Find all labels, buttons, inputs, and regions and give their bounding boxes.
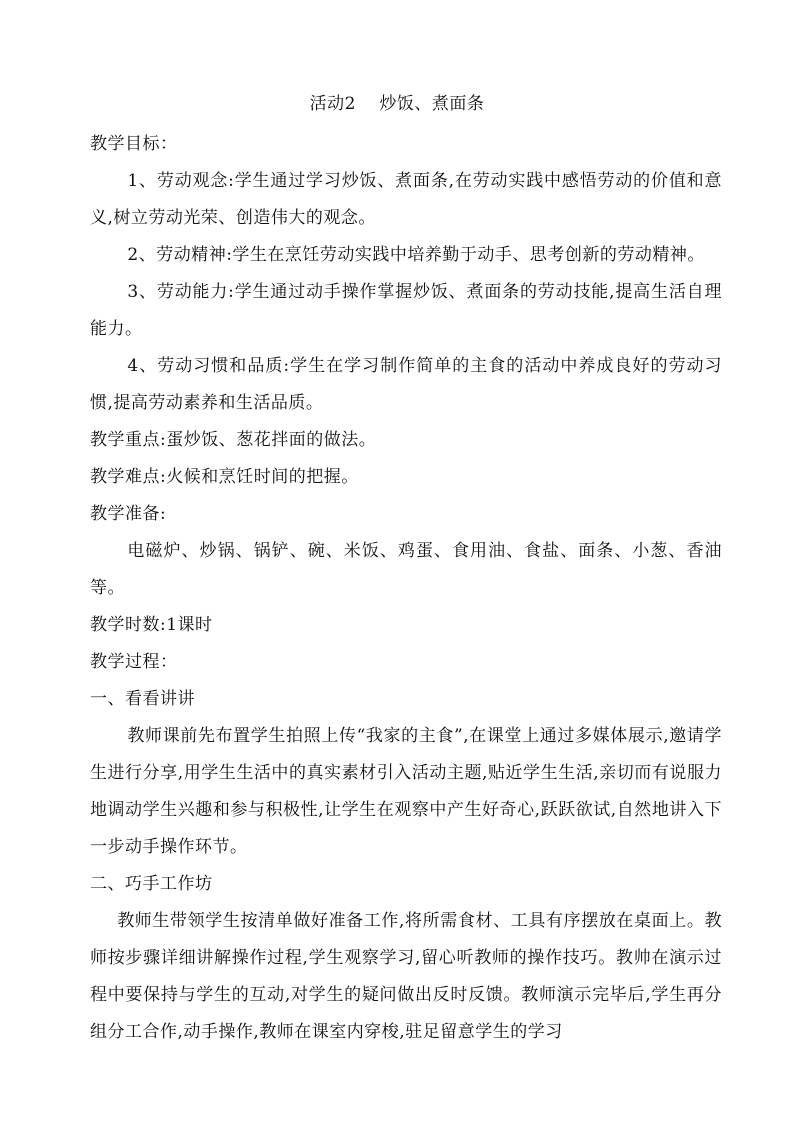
goal-labor-spirit: 2、劳动精神:学生在烹饪劳动实践中培养勤于动手、思考创新的劳动精神。 (127, 245, 705, 265)
section-paragraph-workshop: 教师生带领学生按清单做好准备工作,将所需食材、工具有序摆放在桌面上。教师按步骤详细讲解操作过程,学生观察学习,留心听教师的操作技巧。教帅在演示过程中要保持与学生的互动,对学生的疑问做出反时反馈。教师演示完毕后,学生再分组分工合作,动手操作,教师在课室内穿梭,驻足留意学生的学习 (90, 911, 722, 1042)
document-body (90, 126, 722, 1051)
section-paragraph-look-and-talk: 教师课前先布置学生拍照上传“我家的主食”,在课堂上通过多媒体展示,邀请学生进行分享,用学生生活中的真实素材引入活动主题,贴近学生生活,亲切而有说服力地调动学生兴趣和参与积极性,让学生在观察中产生好奇心,跃跃欲试,自然地讲入下一步动手操作环节。 (90, 726, 722, 857)
section-heading-look-and-talk: 一、看看讲讲 (90, 689, 195, 709)
teaching-process-heading: 教学过程： (90, 652, 178, 672)
teaching-key-points: 教学重点:蛋炒饭、葱花拌面的做法。 (90, 430, 377, 450)
teaching-preparation-heading: 教学准备: (90, 504, 167, 524)
goal-labor-concept: 1、劳动观念:学生通过学习炒饭、煮面条,在劳动实践中感悟劳动的价值和意义,树立劳动光荣、创造伟大的观念。 (90, 171, 722, 228)
teaching-preparation-list: 电磁炉、炒锅、锅铲、碗、米饭、鸡蛋、食用油、食盐、面条、小葱、香油等。 (90, 541, 722, 598)
goal-labor-ability: 3、劳动能力:学生通过动手操作掌握炒饭、煮面条的劳动技能,提高生活自理能力。 (90, 282, 722, 339)
teaching-hours: 教学时数:1课时 (90, 615, 213, 635)
teaching-difficulties: 教学难点:火候和烹饪时间的把握。 (90, 467, 359, 487)
section-heading-workshop: 二、巧手工作坊 (90, 874, 213, 894)
activity-title: 活动2 炒饭、煮面条 (309, 94, 485, 114)
goal-labor-habits: 4、劳动习惯和品质:学生在学习制作简单的主食的活动中养成良好的劳动习惯,提高劳动素养和生活品质。 (90, 356, 722, 413)
teaching-goals-heading: 教学目标： (90, 134, 178, 154)
